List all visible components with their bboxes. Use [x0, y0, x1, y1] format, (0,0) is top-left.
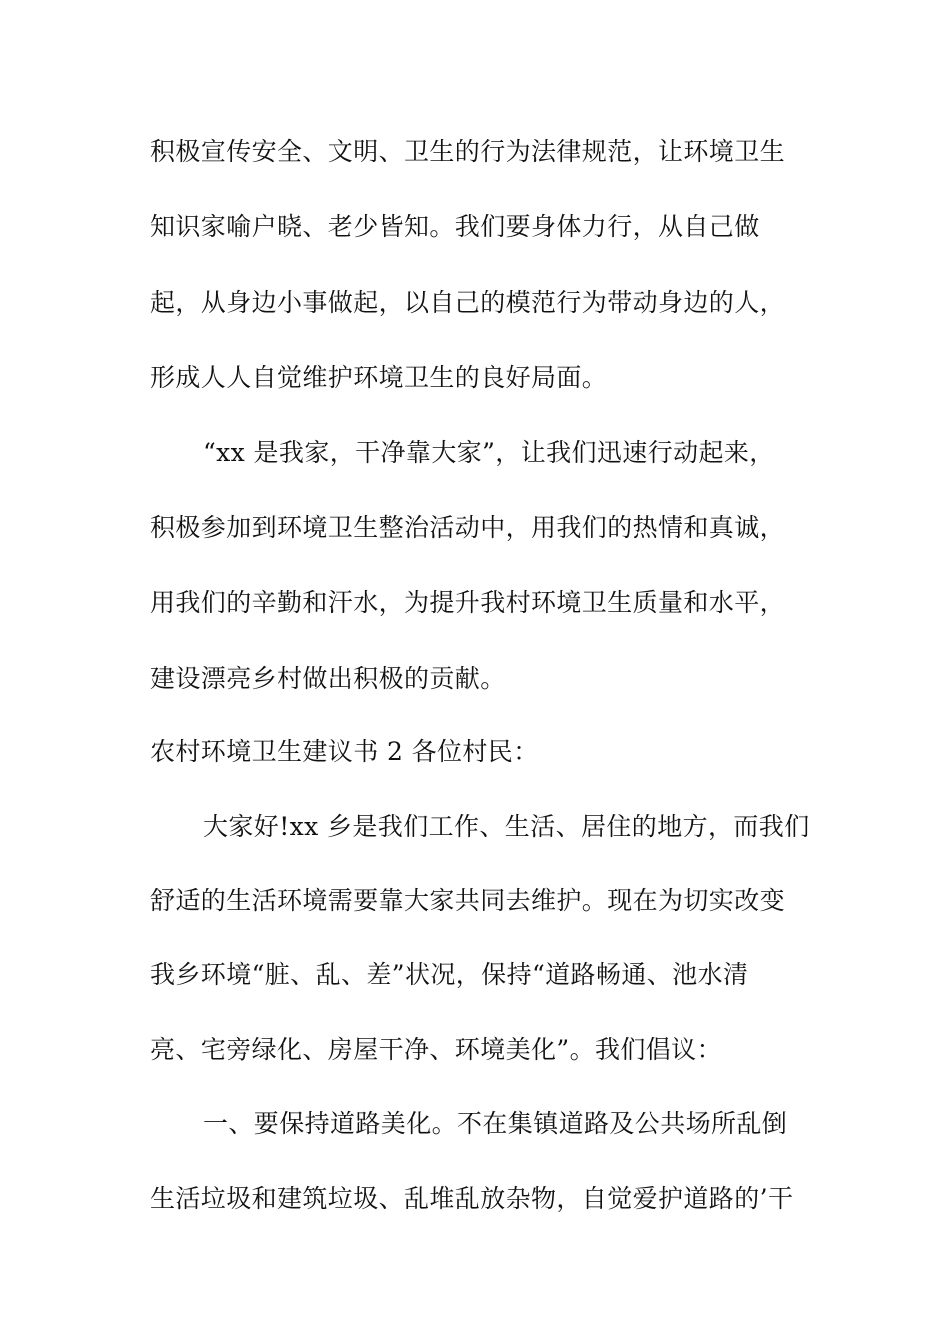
- text-line: 建设漂亮乡村做出积极的贡献。: [150, 664, 506, 693]
- text-line: 知识家喻户晓、老少皆知。我们要身体力行，从自己做: [150, 212, 760, 241]
- text-line: 大家好!xx 乡是我们工作、生活、居住的地方，而我们: [203, 812, 810, 841]
- text-line: 形成人人自觉维护环境卫生的良好局面。: [150, 363, 608, 392]
- text-line: 舒适的生活环境需要靠大家共同去维护。现在为切实改变: [150, 886, 786, 915]
- text-line: 起，从身边小事做起，以自己的模范行为带动身边的人，: [150, 288, 786, 317]
- text-line: 我乡环境“脏、乱、差”状况，保持“道路畅通、池水清: [150, 960, 749, 989]
- text-line: 积极参加到环境卫生整治活动中，用我们的热情和真诚，: [150, 513, 786, 542]
- text-line: “xx 是我家，干净靠大家”，让我们迅速行动起来，: [203, 438, 775, 467]
- text-line: 生活垃圾和建筑垃圾、乱堆乱放杂物，自觉爱护道路的’干: [150, 1184, 794, 1213]
- section-heading: 农村环境卫生建议书 2 各位村民：: [150, 737, 539, 766]
- text-line: 用我们的辛勤和汗水，为提升我村环境卫生质量和水平，: [150, 588, 786, 617]
- text-line: 一、要保持道路美化。不在集镇道路及公共场所乱倒: [203, 1109, 788, 1138]
- text-line: 积极宣传安全、文明、卫生的行为法律规范，让环境卫生: [150, 137, 786, 166]
- text-line: 亮、宅旁绿化、房屋干净、环境美化”。我们倡议：: [150, 1035, 722, 1064]
